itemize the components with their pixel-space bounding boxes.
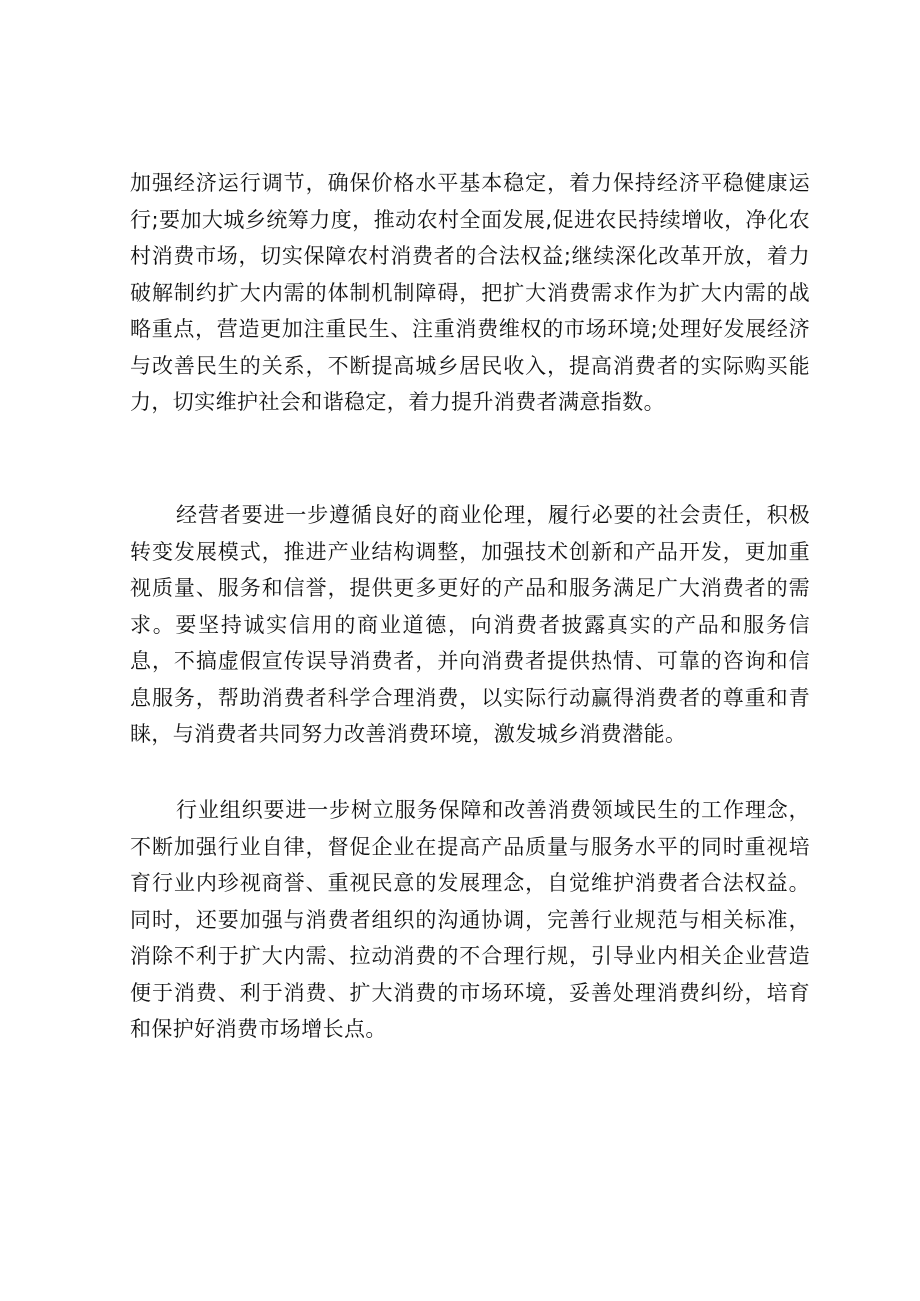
paragraph-2: 经营者要进一步遵循良好的商业伦理，履行必要的社会责任，积极转变发展模式，推进产业结构调整，加强技术创新和产品开发，更加重视质量、服务和信誉，提供更多更好的产品和服务满足广大消费者的需求。要坚持诚实信用的商业道德，向消费者披露真实的产品和服务信息，不搞虚假宣传误导消费者，并向消费者提供热情、可靠的咨询和信息服务，帮助消费者科学合理消费，以实际行动赢得消费者的尊重和青睐，与消费者共同努力改善消费环境，激发城乡消费潜能。 [130,503,810,746]
paragraph-1: 加强经济运行调节，确保价格水平基本稳定，着力保持经济平稳健康运行;要加大城乡统筹力度，推动农村全面发展,促进农民持续增收，净化农村消费市场，切实保障农村消费者的合法权益;继续深化改革开放，着力破解制约扩大内需的体制机制障碍，把扩大消费需求作为扩大内需的战略重点，营造更加注重民生、注重消费维权的市场环境;处理好发展经济与改善民生的关系，不断提高城乡居民收入，提高消费者的实际购买能力，切实维护社会和谐稳定，着力提升消费者满意指数。 [130,171,810,414]
paragraph-3: 行业组织要进一步树立服务保障和改善消费领域民生的工作理念，不断加强行业自律，督促企业在提高产品质量与服务水平的同时重视培育行业内珍视商誉、重视民意的发展理念，自觉维护消费者合法权益。同时，还要加强与消费者组织的沟通协调，完善行业规范与相关标准，消除不利于扩大内需、拉动消费的不合理行规，引导业内相关企业营造便于消费、利于消费、扩大消费的市场环境，妥善处理消费纠纷，培育和保护好消费市场增长点。 [130,798,810,1041]
